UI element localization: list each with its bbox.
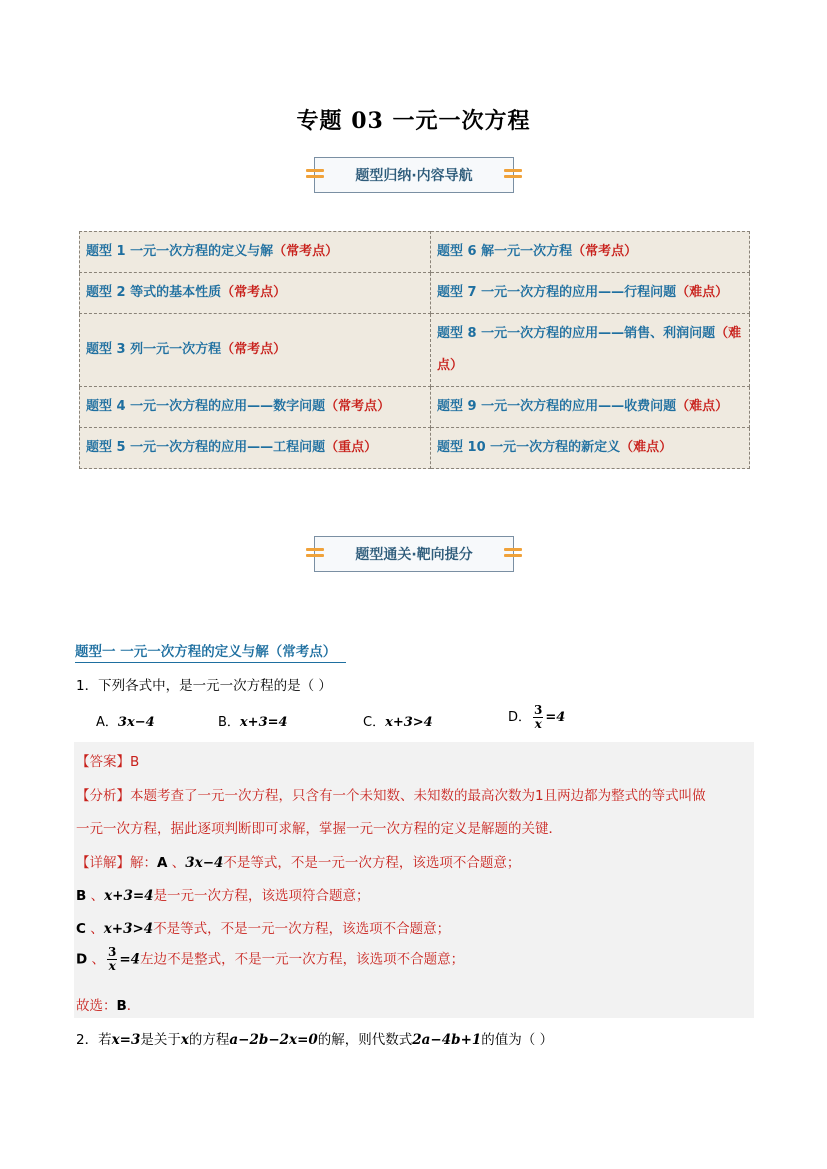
option-b: B．x+3=4 <box>218 715 288 730</box>
section-heading[interactable]: 题型一 一元一次方程的定义与解（常考点） <box>75 640 346 663</box>
table-row <box>80 428 750 469</box>
banner-decoration-icon <box>306 545 324 563</box>
conclusion-line: 故选：B． <box>76 998 141 1014</box>
nav-item-topic-4[interactable]: 题型 4 一元一次方程的应用——数字问题（常考点） <box>80 387 431 428</box>
answer-line: 【答案】B <box>76 754 140 770</box>
nav-item-topic-8[interactable]: 题型 8 一元一次方程的应用——销售、利润问题（难点） <box>431 314 750 387</box>
nav-item-topic-3[interactable]: 题型 3 列一元一次方程（常考点） <box>80 314 431 387</box>
nav-item-topic-2[interactable]: 题型 2 等式的基本性质（常考点） <box>80 273 431 314</box>
table-row <box>80 232 750 273</box>
option-d: D． $\frac{3}{x}$ =4 <box>508 703 566 731</box>
detail-line-b: B 、x+3=4是一元一次方程，该选项符合题意； <box>76 888 370 904</box>
fraction: $\frac{3}{x}$ <box>108 945 117 973</box>
detail-line-d: D 、 $\frac{3}{x}$ =4左边不是整式，不是一元一次方程，该选项不合题意； <box>76 945 465 973</box>
banner-decoration-icon <box>504 545 522 563</box>
table-row <box>80 387 750 428</box>
detail-line-c: C 、x+3>4不是等式，不是一元一次方程，该选项不合题意； <box>76 921 451 937</box>
nav-item-topic-1[interactable]: 题型 1 一元一次方程的定义与解（常考点） <box>80 232 431 273</box>
option-c: C．x+3>4 <box>363 715 433 730</box>
nav-banner-label: 题型归纳·内容导航 <box>355 168 473 184</box>
fraction: $\frac{3}{x}$ <box>534 703 543 731</box>
question-2-stem: 2．若x=3是关于x的方程a−2b−2x=0的解，则代数式2a−4b+1的值为（ ） <box>76 1032 554 1048</box>
page-title: 专题 03 一元一次方程 <box>296 108 531 134</box>
nav-item-topic-10[interactable]: 题型 10 一元一次方程的新定义（难点） <box>431 428 750 469</box>
detail-line-a: 【详解】解：A 、3x−4不是等式，不是一元一次方程，该选项不合题意； <box>76 855 521 871</box>
option-a: A．3x−4 <box>96 715 155 730</box>
nav-item-topic-9[interactable]: 题型 9 一元一次方程的应用——收费问题（难点） <box>431 387 750 428</box>
table-row <box>80 273 750 314</box>
analysis-line-1: 【分析】本题考查了一元一次方程，只含有一个未知数、未知数的最高次数为1且两边都为整式的等式叫做 <box>76 788 706 804</box>
banner-decoration-icon <box>306 166 324 184</box>
nav-item-topic-6[interactable]: 题型 6 解一元一次方程（常考点） <box>431 232 750 273</box>
nav-banner <box>314 157 514 193</box>
analysis-line-2: 一元一次方程，据此逐项判断即可求解，掌握一元一次方程的定义是解题的关键． <box>76 821 562 837</box>
practice-banner-label: 题型通关·靶向提分 <box>355 547 473 563</box>
nav-item-topic-7[interactable]: 题型 7 一元一次方程的应用——行程问题（难点） <box>431 273 750 314</box>
table-row <box>80 314 750 387</box>
nav-item-topic-5[interactable]: 题型 5 一元一次方程的应用——工程问题（重点） <box>80 428 431 469</box>
question-1-stem: 1．下列各式中，是一元一次方程的是（ ） <box>76 678 332 694</box>
practice-banner <box>314 536 514 572</box>
topic-navigation-table <box>79 231 750 469</box>
banner-decoration-icon <box>504 166 522 184</box>
